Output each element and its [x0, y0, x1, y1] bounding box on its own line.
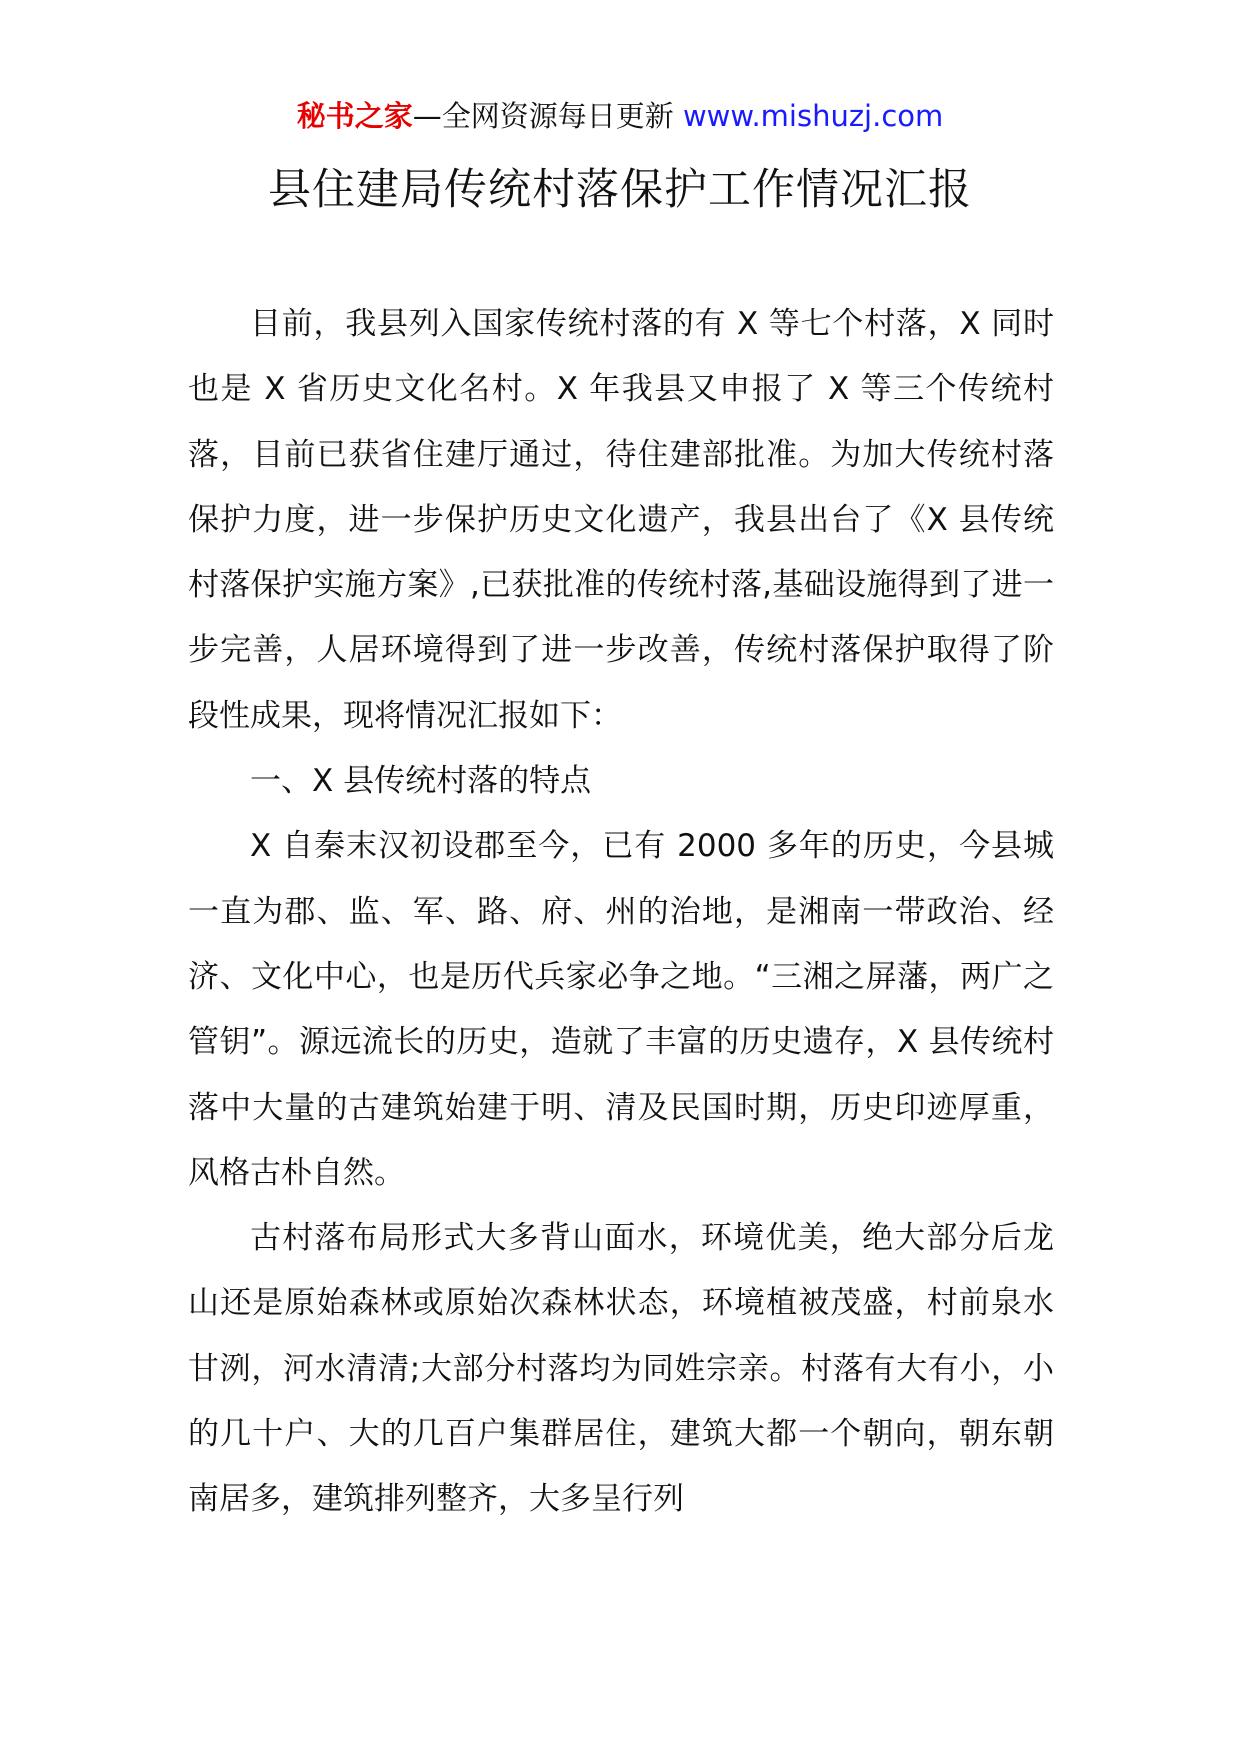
section-heading: 一、X 县传统村落的特点 — [250, 763, 592, 800]
history-paragraph: X 自秦末汉初设郡至今，已有 2000 多年的历史，今县城一直为郡、监、军、路、府、州的治地，是湘南一带政治、经济、文化中心，也是历代兵家必争之地。“三湘之屏藩，两广之管钥”。源远流长的历史，造就了丰富的历史遗存，X 县传统村落中大量的古建筑始建于明、清及民国时期，历史印迹厚重，风格古朴自然。 — [188, 828, 1054, 1191]
header-slogan: —全网资源每日更新 — [412, 99, 674, 133]
layout-paragraph: 古村落布局形式大多背山面水，环境优美，绝大部分后龙山还是原始森林或原始次森林状态，环境植被茂盛，村前泉水甘洌，河水清清;大部分村落均为同姓宗亲。村落有大有小，小的几十户、大的几百户集群居住，建筑大都一个朝向，朝东朝南居多，建筑排列整齐，大多呈行列 — [188, 1220, 1054, 1518]
site-url-link[interactable]: www.mishuzj.com — [682, 99, 944, 133]
document-title: 县住建局传统村落保护工作情况汇报 — [268, 165, 972, 215]
document-body — [188, 292, 1054, 1533]
site-header — [0, 96, 1240, 136]
intro-paragraph: 目前，我县列入国家传统村落的有 X 等七个村落，X 同时也是 X 省历史文化名村。X 年我县又申报了 X 等三个传统村落，目前已获省住建厅通过，待住建部批准。为加大传统村落保护力度，进一步保护历史文化遗产，我县出台了《X 县传统村落保护实施方案》,已获批准的传统村落,基础设施得到了进一步完善，人居环境得到了进一步改善，传统村落保护取得了阶段性成果，现将情况汇报如下： — [188, 306, 1054, 734]
brand-name: 秘书之家 — [296, 99, 413, 133]
